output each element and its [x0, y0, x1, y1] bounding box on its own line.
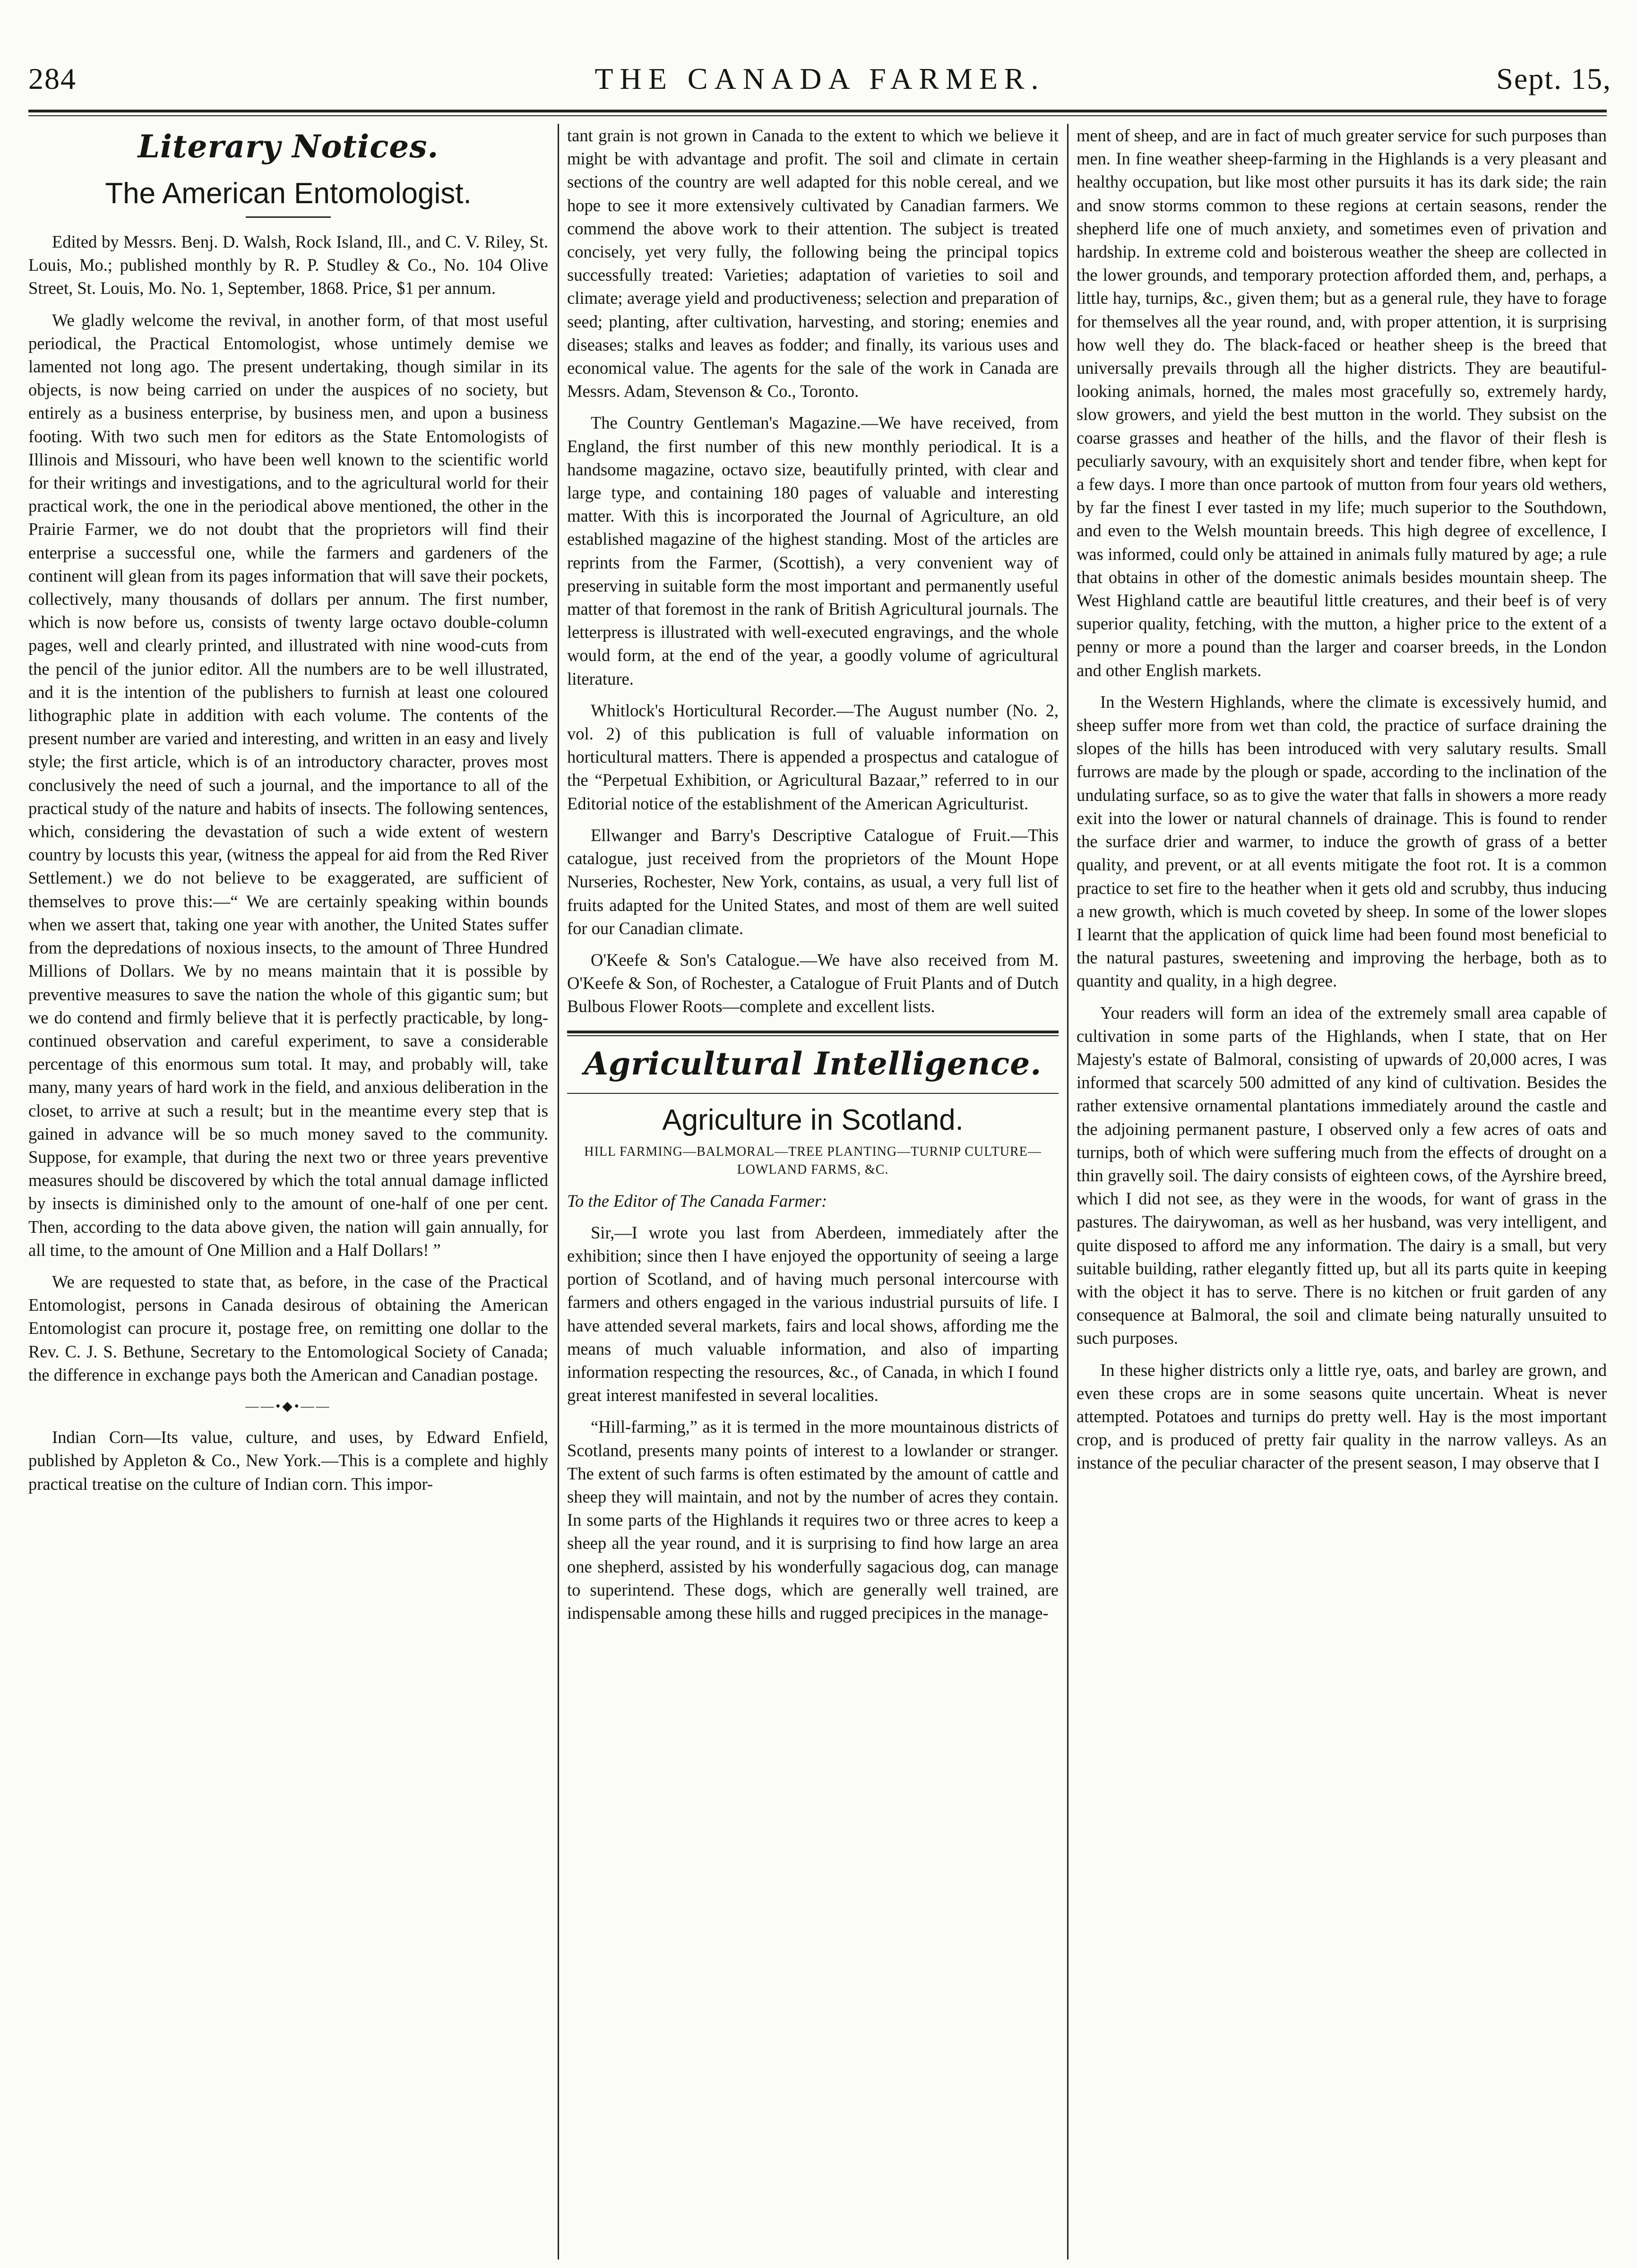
- newspaper-title: THE CANADA FARMER.: [594, 62, 1045, 95]
- title-rule: [246, 216, 331, 218]
- article-title: The American Entomologist.: [105, 177, 472, 210]
- section-rule: [567, 1031, 1059, 1033]
- header-rule-thin: [28, 115, 1607, 116]
- article-paragraph: tant grain is not grown in Canada to the extent to which we believe it might be with advantage and profit. The soil and climate in certain sections of the country are well adapted for this noble cereal, and we hope to see it more extensively cultivated by Canadian farmers. We commend the above work to their attention. The subject is treated concisely, yet very fully, the following being the principal topics successfully treated: Varieties; adaptation of varieties to soil and climate; average yield and productiveness; selection and preparation of seed; planting, after cultivation, harvesting, and storing; enemies and diseases; stalks and leaves as fodder; and finally, its various uses and economical value. The agents for the sale of the work in Canada are Messrs. Adam, Stevenson & Co., Toronto.: [567, 126, 1059, 401]
- article-subtitle: HILL FARMING—BALMORAL—TREE PLANTING—TURNIP CULTURE—LOWLAND FARMS, &C.: [584, 1144, 1042, 1177]
- column-divider: [558, 124, 559, 2259]
- page-number: 284: [28, 62, 77, 95]
- article-paragraph: Sir,—I wrote you last from Aberdeen, immediately after the exhibition; since then I have enjoyed the opportunity of seeing a large portion of Scotland, and of having much personal intercourse with farmers and others engaged in the various industrial pursuits of life. I have attended several markets, fairs and local shows, affording me the means of much valuable information, and also of imparting information respecting the resources, &c., of Canada, in which I found great interest manifested in several localities.: [567, 1222, 1059, 1405]
- article-paragraph: Indian Corn—Its value, culture, and uses, by Edward Enfield, published by Appleton & Co., New York.—This is a complete and highly practical treatise on the culture of Indian corn. This impor-: [28, 1427, 548, 1494]
- article-paragraph: The Country Gentleman's Magazine.—We have received, from England, the first number of this new monthly periodical. It is a handsome magazine, octavo size, beautifully printed, with clear and large type, and containing 180 pages of valuable and interesting matter. With this is incorporated the Journal of Agriculture, an old established magazine of the highest standing. Most of the articles are reprints from the Farmer, (Scottish), a very convenient way of preserving in suitable form the most important and permanently useful matter of that foremost in the rank of British Agricultural journals. The letterpress is illustrated with well-executed engravings, and the whole would form, at the end of the year, a goodly volume of agricultural literature.: [567, 413, 1059, 688]
- section-heading-agricultural-intelligence: Agricultural Intelligence.: [584, 1045, 1042, 1082]
- column-1: [28, 124, 548, 2259]
- ornament-separator: ——•◆•——: [245, 1399, 331, 1414]
- article-paragraph: “Hill-farming,” as it is termed in the more mountainous districts of Scotland, presents many points of interest to a lowlander or stranger. The extent of such farms is often estimated by the amount of cattle and sheep they will maintain, and not by the number of acres they contain. In some parts of the Highlands it requires two or three acres to keep a sheep all the year round, and it is surprising to find how large an area one shepherd, assisted by his wonderfully sagacious dog, can manage to superintend. These dogs, which are generally well trained, are indispensable among these hills and rugged precipices in the manage-: [567, 1417, 1059, 1623]
- article-paragraph: Ellwanger and Barry's Descriptive Catalogue of Fruit.—This catalogue, just received from the proprietors of the Mount Hope Nurseries, Rochester, New York, contains, as usual, a very full list of fruits adapted for the United States, and most of them are well suited for our Canadian climate.: [567, 825, 1059, 938]
- article-paragraph: Your readers will form an idea of the extremely small area capable of cultivation in some parts of the Highlands, when I state, that on Her Majesty's estate of Balmoral, consisting of upwards of 20,000 acres, I was informed that scarcely 500 admitted of any kind of cultivation. Besides the rather extensive ornamental plantations immediately around the castle and the adjoining permanent pasture, I observed only a few acres of oats and turnips, both of which were suffering much from the effects of drought on a thin gravelly soil. The dairy consists of eighteen cows, of the Ayrshire breed, which I did not see, as they were in the woods, for want of grass in the pastures. The dairywoman, as well as her husband, was very intelligent, and quite disposed to afford me any information. The dairy is a small, but very suitable building, rather elegantly fitted up, but all its parts quite in keeping with the object it has to serve. There is no kitchen or fruit garden of any consequence at Balmoral, the soil and climate being naturally unsuited to such purposes.: [1077, 1003, 1607, 1348]
- column-3: [1077, 124, 1607, 2259]
- column-2: [567, 124, 1059, 2259]
- article-paragraph: We gladly welcome the revival, in another form, of that most useful periodical, the Practical Entomologist, whose untimely demise we lamented not long ago. The present undertaking, though similar in its objects, is now being carried on under the auspices of no society, but entirely as a business enterprise, by business men, and upon a business footing. With two such men for editors as the State Entomologists of Illinois and Missouri, who have been well known to the scientific world for their writings and investigations, and to the agricultural world for their practical work, the one in the periodical above mentioned, the other in the Prairie Farmer, we do not doubt that the proprietors will find their enterprise a successful one, while the farmers and gardeners of the continent will glean from its pages information that will save their pockets, collectively, many thousands of dollars per annum. The first number, which is now before us, consists of twenty large octavo double-column pages, well and clearly printed, and illustrated with nine wood-cuts from the pencil of the junior editor. All the numbers are to be well illustrated, and it is the intention of the publishers to furnish at least one coloured lithographic plate in addition with each volume. The contents of the present number are varied and interesting, and written in an easy and lively style; the first article, which is of an introductory character, proves most conclusively the need of such a journal, and the importance to all of the practical study of the nature and habits of insects. The following sentences, which, considering the devastation of such a wide extent of western country by locusts this year, (witness the appeal for aid from the Red River Settlement.) we do not believe to be exaggerated, are sufficient of themselves to prove this:—“ We are certainly speaking within bounds when we assert that, taking one year with another, the United States suffer from the depredations of noxious insects, to the amount of Three Hundred Millions of Dollars. We by no means maintain that it is possible by preventive measures to save the nation the whole of this gigantic sum; but we do contend and firmly believe that it is perfectly practicable, by long-continued observation and careful experiment, to save a considerable percentage of this enormous sum total. It may, and probably will, take many, many years of hard work in the field, and anxious deliberation in the closet, to arrive at such a result; but in the meantime every step that is gained in advance will be so much money saved to the community. Suppose, for example, that during the next two or three years preventive measures should be discovered by which the total annual damage inflicted by insects is diminished only to the amount of one-half of one per cent. Then, according to the data above given, the nation will gain annually, for all time, to the amount of One Million and a Half Dollars! ”: [28, 310, 548, 1260]
- article-paragraph: ment of sheep, and are in fact of much greater service for such purposes than men. In fine weather sheep-farming in the Highlands is a very pleasant and healthy occupation, but like most other pursuits it has its dark side; the rain and snow storms common to these regions at certain seasons, render the shepherd life one of much anxiety, and sometimes even of privation and hardship. In extreme cold and boisterous weather the sheep are collected in the lower grounds, and temporary protection afforded them, and, perhaps, a little hay, turnips, &c., given them; but as a general rule, they have to forage for themselves all the year round, and, with proper attention, it is surprising how well they do. The black-faced or heather sheep is the breed that universally prevails through all the higher districts. They are beautiful-looking animals, horned, the males most gracefully so, extremely hardy, slow growers, and yield the best mutton in the world. They subsist on the coarse grasses and heather of the hills, and the flavor of their flesh is peculiarly savoury, with an exquisitely short and tender fibre, when kept for a few days. I more than once partook of mutton from four years old wethers, by far the finest I ever tasted in my life; much superior to the Southdown, and even to the Welsh mountain breeds. This high degree of excellence, I was informed, could only be attained in animals fully matured by age; a rule that obtains in other of the domestic animals besides mountain sheep. The West Highland cattle are beautiful little creatures, and their beef is of very superior quality, fetching, with the mutton, a higher price to the extent of a penny or more a pound than the larger and coarser breeds, in the London and other English markets.: [1077, 126, 1607, 680]
- section-rule-thin: [567, 1035, 1059, 1036]
- section-rule-thin: [567, 1093, 1059, 1094]
- article-paragraph: Edited by Messrs. Benj. D. Walsh, Rock Island, Ill., and C. V. Riley, St. Louis, Mo.; published monthly by R. P. Studley & Co., No. 104 Olive Street, St. Louis, Mo. No. 1, September, 1868. Price, $1 per annum.: [28, 232, 548, 298]
- header-rule: [28, 110, 1607, 112]
- article-paragraph: In the Western Highlands, where the climate is excessively humid, and sheep suffer more from wet than cold, the practice of surface draining the slopes of the hills has been introduced with very salutary results. Small furrows are made by the plough or spade, according to the inclination of the undulating surface, so as to give the water that falls in showers a more ready exit into the lower or natural channels of drainage. This is found to render the surface drier and warmer, to induce the growth of grass of a better quality, and prevent, or at all events mitigate the foot rot. It is a common practice to set fire to the heather when it gets old and scrubby, thus inducing a new growth, which is much coveted by sheep. In some of the lower slopes I learnt that the application of quick lime had been found most beneficial to the natural pastures, sweetening and improving the herbage, both as to quantity and quality, in a high degree.: [1077, 692, 1607, 991]
- page-header: [28, 61, 1611, 104]
- article-paragraph: We are requested to state that, as before, in the case of the Practical Entomologist, persons in Canada desirous of obtaining the American Entomologist can procure it, postage free, on remitting one dollar to the Rev. C. J. S. Bethune, Secretary to the Entomological Society of Canada; the difference in exchange pays both the American and Canadian postage.: [28, 1271, 548, 1384]
- column-divider: [1067, 124, 1068, 2259]
- letter-salutation: To the Editor of The Canada Farmer:: [567, 1191, 827, 1211]
- article-paragraph: O'Keefe & Son's Catalogue.—We have also received from M. O'Keefe & Son, of Rochester, a Catalogue of Fruit Plants and of Dutch Bulbous Flower Roots—complete and excellent lists.: [567, 950, 1059, 1016]
- issue-date: Sept. 15,: [1496, 62, 1611, 95]
- article-paragraph: In these higher districts only a little rye, oats, and barley are grown, and even these crops are in some seasons quite uncertain. Wheat is never attempted. Potatoes and turnips do pretty well. Hay is the most important crop, and is produced of pretty fair quality in the narrow valleys. As an instance of the peculiar character of the present season, I may observe that I: [1077, 1360, 1607, 1473]
- article-title: Agriculture in Scotland.: [662, 1103, 964, 1136]
- article-paragraph: Whitlock's Horticultural Recorder.—The August number (No. 2, vol. 2) of this publication is full of valuable information on horticultural matters. There is appended a prospectus and catalogue of the “Perpetual Exhibition, or Agricultural Bazaar,” referred to in our Editorial notice of the establishment of the American Agriculturist.: [567, 700, 1059, 813]
- section-heading-literary-notices: Literary Notices.: [138, 128, 439, 165]
